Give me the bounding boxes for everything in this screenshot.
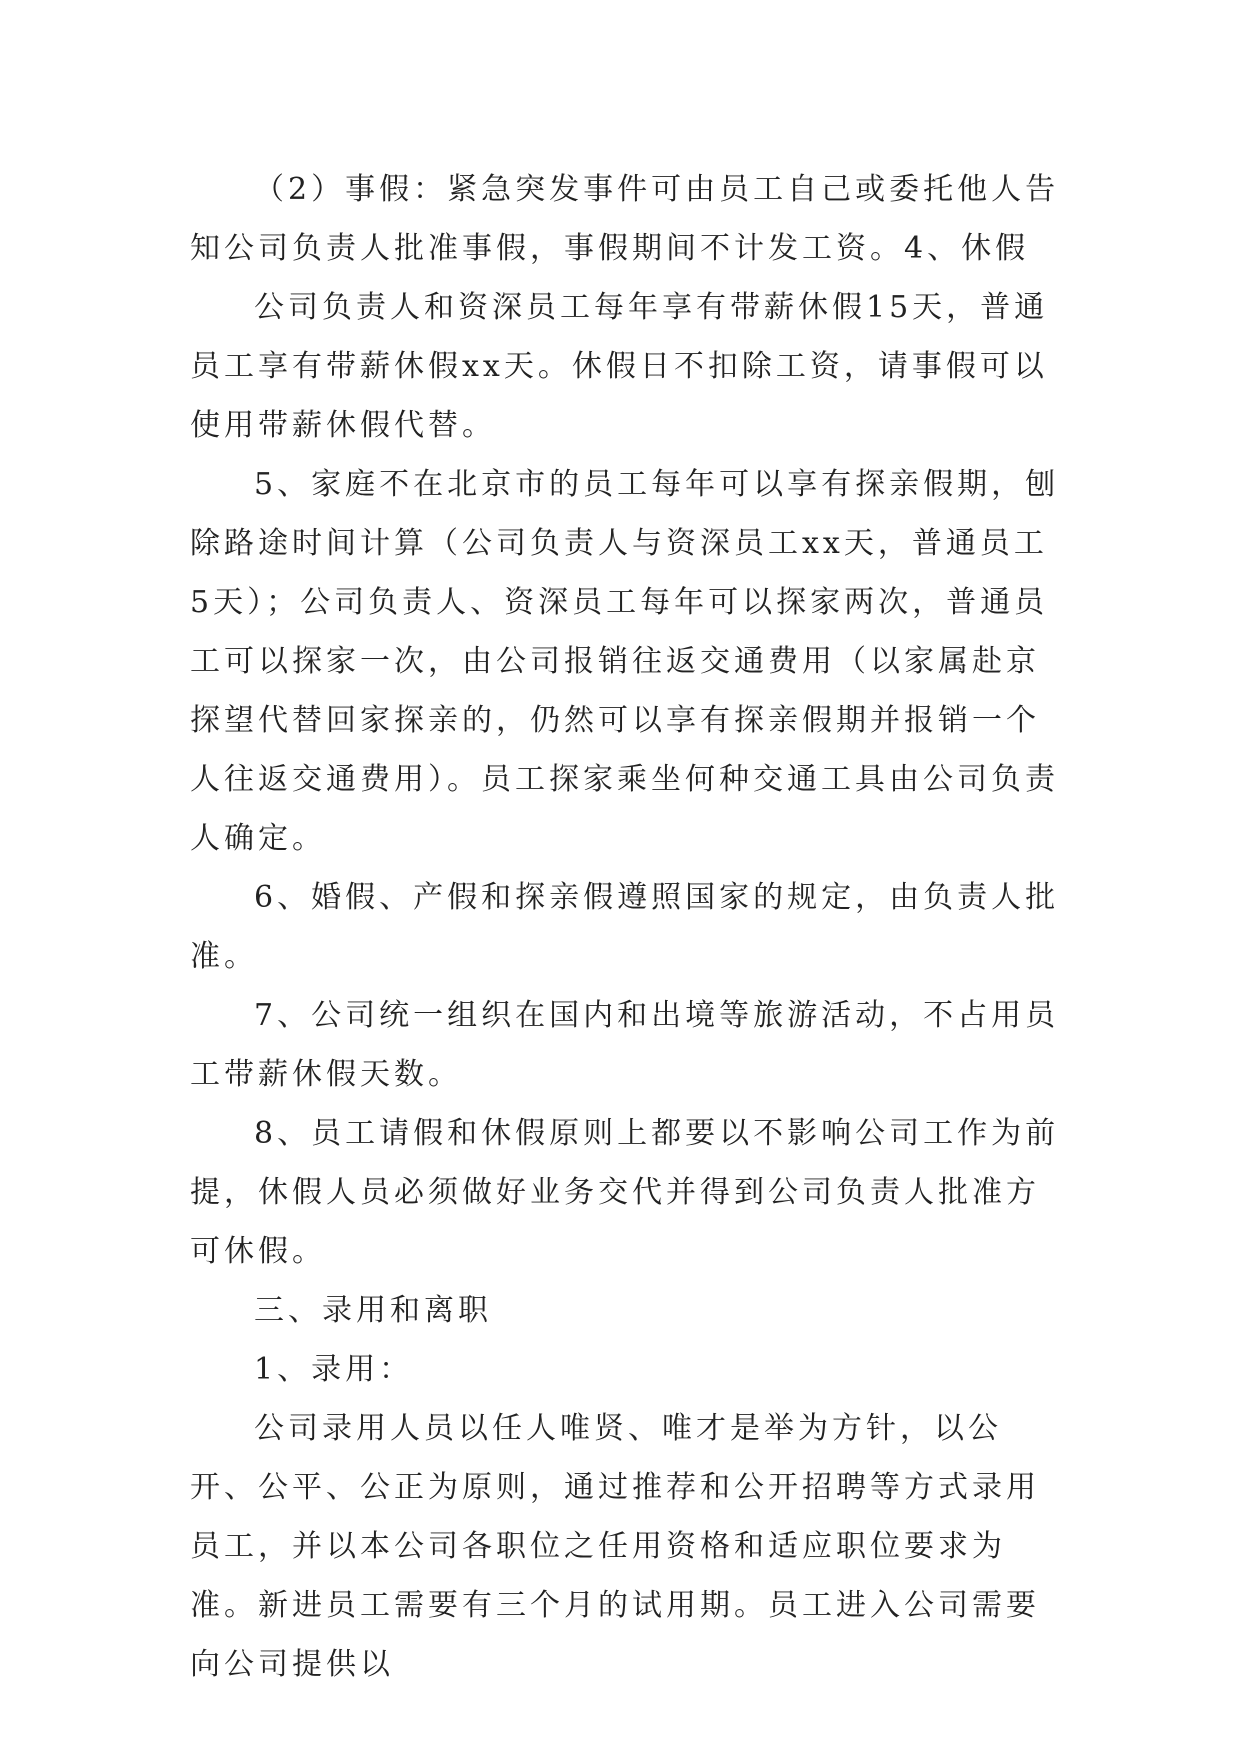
paragraph-company-travel: 7、公司统一组织在国内和出境等旅游活动，不占用员工带薪休假天数。 (190, 998, 1060, 1092)
subheading-hiring: 1、录用： (254, 1352, 414, 1387)
section-heading-hiring-resignation: 三、录用和离职 (254, 1293, 492, 1328)
paragraph-leave-principle: 8、员工请假和休假原则上都要以不影响公司工作为前提，休假人员必须做好业务交代并得到公司负责人批准方可休假。 (190, 1116, 1060, 1269)
paragraph-marriage-maternity-leave: 6、婚假、产假和探亲假遵照国家的规定，由负责人批准。 (190, 880, 1060, 974)
paragraph-hiring-policy: 公司录用人员以任人唯贤、唯才是举为方针，以公开、公平、公正为原则，通过推荐和公开招聘等方式录用员工，并以本公司各职位之任用资格和适应职位要求为准。新进员工需要有三个月的试用期。员工进入公司需要向公司提供以 (190, 1411, 1040, 1682)
paragraph-personal-leave: （2）事假：紧急突发事件可由员工自己或委托他人告知公司负责人批准事假，事假期间不计发工资。4、休假 (190, 172, 1060, 266)
document-body (190, 160, 1060, 1694)
paragraph-home-visit-leave: 5、家庭不在北京市的员工每年可以享有探亲假期，刨除路途时间计算（公司负责人与资深员工xx天，普通员工5天）；公司负责人、资深员工每年可以探家两次，普通员工可以探家一次，由公司报销往返交通费用（以家属赴京探望代替回家探亲的，仍然可以享有探亲假期并报销一个人往返交通费用）。员工探家乘坐何种交通工具由公司负责人确定。 (190, 467, 1060, 856)
paragraph-paid-vacation: 公司负责人和资深员工每年享有带薪休假15天，普通员工享有带薪休假xx天。休假日不扣除工资，请事假可以使用带薪休假代替。 (190, 290, 1049, 443)
